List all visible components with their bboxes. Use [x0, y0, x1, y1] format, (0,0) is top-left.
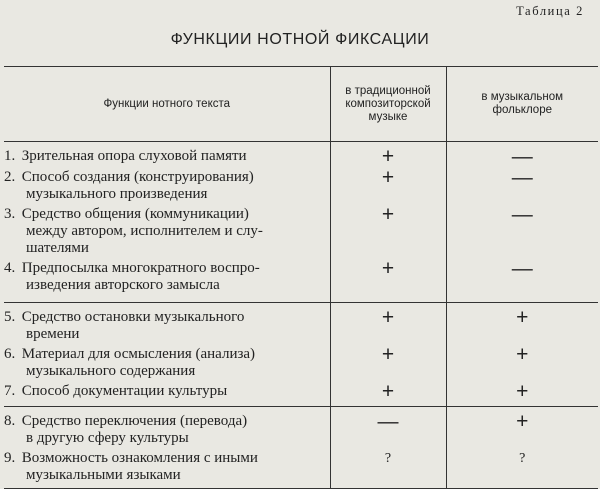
row-function-cont: музыкальными языками	[26, 467, 181, 483]
table-row	[4, 383, 598, 407]
table-title: ФУНКЦИИ НОТНОЙ ФИКСАЦИИ	[170, 31, 430, 48]
mark-traditional: +	[330, 346, 446, 383]
row-function: Возможность ознакомления с иными	[21, 450, 258, 466]
row-function-cont: музыкального произведения	[26, 186, 208, 202]
row-function-cont: между автором, исполнителем и слу-	[26, 223, 263, 239]
mark-folklore: +	[446, 407, 598, 451]
mark-traditional: +	[330, 303, 446, 347]
mark-traditional: +	[330, 169, 446, 206]
row-number: 3.	[4, 206, 16, 222]
table-row	[4, 303, 598, 347]
mark-traditional: +	[330, 383, 446, 407]
mark-folklore: —	[446, 142, 598, 170]
row-function: Средство остановки музыкального	[21, 309, 245, 325]
table-row	[4, 142, 598, 170]
table-row	[4, 346, 598, 383]
mark-traditional: +	[330, 206, 446, 260]
table-row	[4, 206, 598, 260]
mark-folklore: —	[446, 206, 598, 260]
table-row	[4, 169, 598, 206]
row-function: Зрительная опора слуховой памяти	[21, 148, 247, 164]
mark-folklore: +	[446, 383, 598, 407]
mark-folklore: +	[446, 346, 598, 383]
mark-traditional: ?	[330, 450, 446, 489]
mark-traditional: +	[330, 260, 446, 303]
mark-traditional: —	[330, 407, 446, 451]
row-function: Способ создания (конструирования)	[21, 169, 254, 185]
header-traditional: в традиционной композиторской музыке	[330, 67, 446, 142]
mark-folklore: +	[446, 303, 598, 347]
row-number: 2.	[4, 169, 16, 185]
header-folklore: в музыкальном фольклоре	[446, 67, 598, 142]
row-function: Средство переключения (перевода)	[21, 413, 248, 429]
mark-folklore: —	[446, 260, 598, 303]
table-row	[4, 260, 598, 303]
row-function-cont: изведения авторского замысла	[26, 277, 220, 293]
row-function-cont: в другую сферу культуры	[26, 430, 189, 446]
row-function: Средство общения (коммуникации)	[21, 206, 249, 222]
row-function: Способ документации культуры	[21, 383, 228, 399]
row-number: 5.	[4, 309, 16, 325]
row-number: 4.	[4, 260, 16, 276]
row-function-cont: шателями	[26, 240, 89, 256]
table-row	[4, 407, 598, 451]
functions-table	[4, 66, 598, 489]
row-number: 6.	[4, 346, 16, 362]
table-row	[4, 450, 598, 489]
mark-folklore: ?	[446, 450, 598, 489]
row-number: 9.	[4, 450, 16, 466]
mark-traditional: +	[330, 142, 446, 170]
table-header-row	[4, 67, 598, 142]
row-function: Материал для осмысления (анализа)	[21, 346, 256, 362]
header-functions: Функции нотного текста	[4, 67, 330, 142]
mark-folklore: —	[446, 169, 598, 206]
row-number: 8.	[4, 413, 16, 429]
row-number: 7.	[4, 383, 16, 399]
row-function: Предпосылка многократного воспро-	[21, 260, 260, 276]
row-number: 1.	[4, 148, 16, 164]
row-function-cont: музыкального содержания	[26, 363, 196, 379]
row-function-cont: времени	[26, 326, 80, 342]
table-number: Таблица 2	[516, 4, 584, 18]
